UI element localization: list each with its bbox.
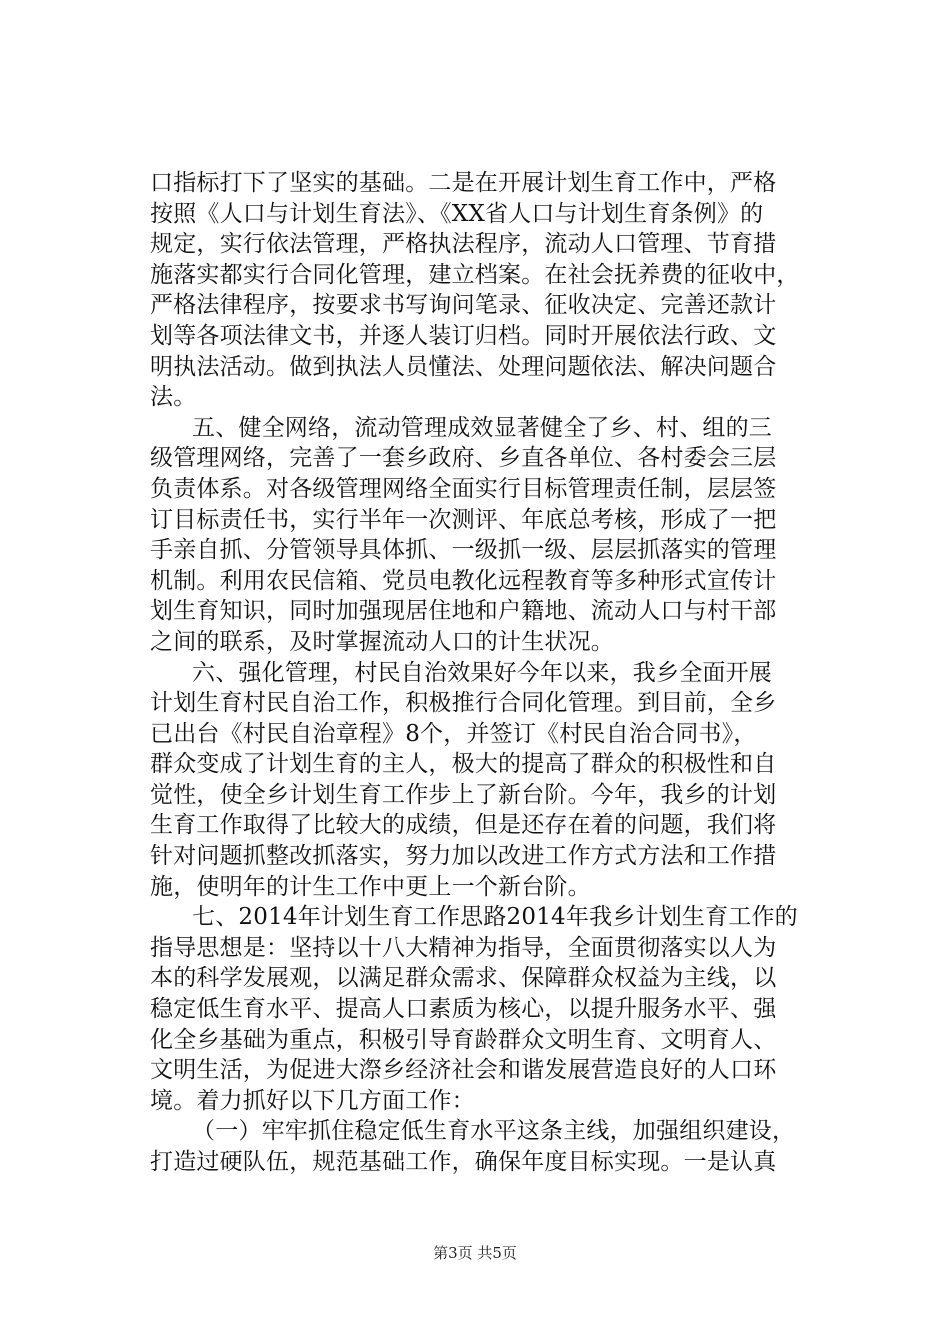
text-line: 按照《人口与计划生育法》、《XX省人口与计划生育条例》的 (150, 200, 764, 227)
text-line: 打造过硬队伍，规范基础工作，确保年度目标实现。一是认真 (150, 1149, 777, 1175)
text-line: 负责体系。对各级管理网络全面实行目标管理责任制，层层签 (150, 475, 777, 502)
text-line: 本的科学发展观，以满足群众需求、保障群众权益为主线，以 (150, 965, 777, 992)
text-line: 文明生活，为促进大漈乡经济社会和谐发展营造良好的人口环 (150, 1057, 777, 1084)
text-line: 六、强化管理，村民自治效果好今年以来，我乡全面开展 (192, 659, 772, 686)
text-line: 手亲自抓、分管领导具体抓、一级抓一级、层层抓落实的管理 (150, 537, 777, 564)
text-line: 划生育知识，同时加强现居住地和户籍地、流动人口与村干部 (150, 598, 777, 625)
page-number-footer: 第3页 共5页 (433, 1244, 517, 1262)
text-line: 稳定低生育水平、提高人口素质为核心，以提升服务水平、强 (150, 996, 777, 1023)
text-line: 级管理网络，完善了一套乡政府、乡直各单位、各村委会三层 (150, 445, 777, 472)
text-line: 境。着力抓好以下几方面工作： (150, 1087, 475, 1114)
text-line: （一）牢牢抓住稳定低生育水平这条主线，加强组织建设， (192, 1118, 796, 1145)
text-line: 法。 (150, 384, 197, 411)
text-line: 规定，实行依法管理，严格执法程序，流动人口管理、节育措 (150, 231, 777, 258)
text-line: 严格法律程序，按要求书写询问笔录、征收决定、完善还款计 (150, 292, 777, 319)
text-line: 已出台《村民自治章程》8个，并签订《村民自治合同书》， (150, 720, 757, 747)
text-line: 明执法活动。做到执法人员懂法、处理问题依法、解决问题合 (150, 353, 777, 380)
text-line: 针对问题抓整改抓落实，努力加以改进工作方式方法和工作措 (150, 843, 777, 870)
text-line: 指导思想是：坚持以十八大精神为指导，全面贯彻落实以人为 (150, 934, 777, 961)
text-line: 七、2014年计划生育工作思路2014年我乡计划生育工作的 (192, 904, 798, 931)
document-body (150, 168, 826, 1178)
text-line: 订目标责任书，实行半年一次测评、年底总考核，形成了一把 (150, 506, 777, 533)
text-line: 机制。利用农民信箱、党员电教化远程教育等多种形式宣传计 (150, 567, 777, 594)
text-line: 五、健全网络，流动管理成效显著健全了乡、村、组的三 (192, 414, 772, 441)
text-line: 化全乡基础为重点，积极引导育龄群众文明生育、文明育人、 (150, 1026, 777, 1053)
text-line: 之间的联系，及时掌握流动人口的计生状况。 (150, 628, 614, 655)
text-line: 觉性，使全乡计划生育工作步上了新台阶。今年，我乡的计划 (150, 781, 777, 808)
text-line: 计划生育村民自治工作，积极推行合同化管理。到目前，全乡 (150, 690, 777, 717)
text-line: 生育工作取得了比较大的成绩，但是还存在着的问题，我们将 (150, 812, 777, 839)
text-line: 划等各项法律文书，并逐人装订归档。同时开展依法行政、文 (150, 322, 777, 349)
text-line: 口指标打下了坚实的基础。二是在开展计划生育工作中，严格 (150, 170, 777, 196)
text-line: 施，使明年的计生工作中更上一个新台阶。 (150, 873, 591, 900)
text-line: 群众变成了计划生育的主人，极大的提高了群众的积极性和自 (150, 751, 777, 778)
text-line: 施落实都实行合同化管理，建立档案。在社会抚养费的征收中， (150, 261, 800, 288)
